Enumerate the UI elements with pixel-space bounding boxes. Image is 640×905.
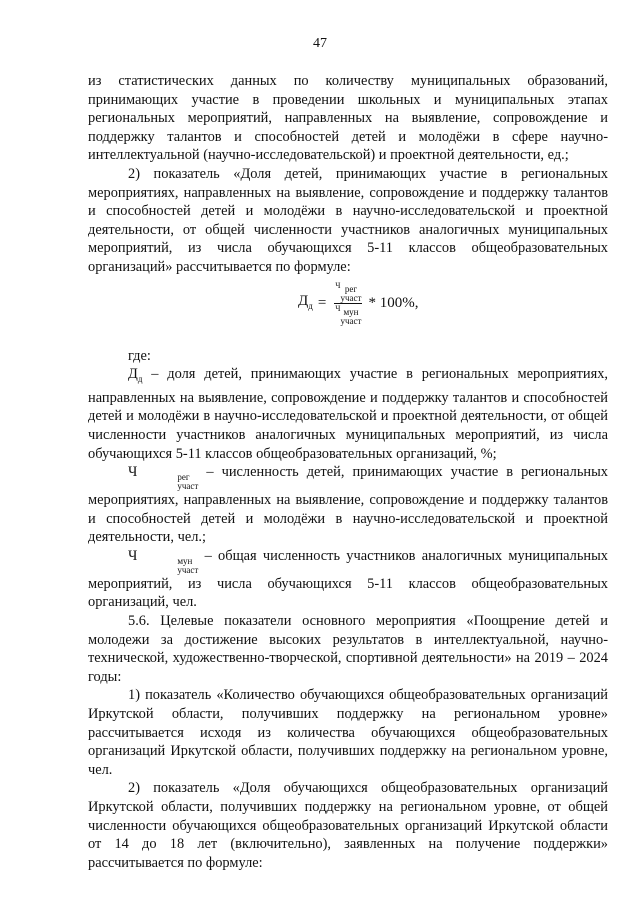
definition-municipal-count: Ч мун участ – общая численность участников аналогичных муниципальных мероприятий, из числа обучающихся 5-11 классов общеобразовательных организаций, чел.	[88, 547, 608, 611]
formula-lhs: $Д_д$	[298, 292, 313, 311]
formula-numerator: Ч рег участ	[335, 281, 362, 304]
page-number: 47	[313, 36, 327, 51]
definition-share: $Д_д$ – доля детей, принимающих участие в региональных мероприятиях, направленных на выявление, сопровождение и поддержку талантов и способностей детей и молодёжи в научно-исследовательской и проектной деятельности, от общей численности участников аналогичных муниципальных мероприятий, из числа обучающихся 5-11 классов общеобразовательных организаций, %;	[88, 366, 608, 462]
definition-regional-count: Ч рег участ – численность детей, принимающих участие в региональных мероприятиях, направленных на выявление, сопровождение и поддержку талантов и способностей детей и молодёжи в научно-исследовательской и проектной деятельности, чел.;	[88, 464, 608, 546]
document-body	[88, 72, 608, 872]
definition-regional-symbol: Ч рег участ	[128, 464, 199, 492]
formula-denominator: Ч мун участ	[335, 304, 362, 327]
formula-share-children	[88, 283, 608, 325]
paragraph-indicator-2: 2) показатель «Доля детей, принимающих участие в региональных мероприятиях, направленных на выявление, сопровождение и поддержку талантов и способностей детей и молодёжи в научно-исследовательской и проектной деятельности, от общей численности участников аналогичных муниципальных мероприятий, из числа обучающихся 5-11 классов общеобразовательных организаций» рассчитывается по формуле:	[88, 165, 608, 275]
section-5-6-indicator-1: 1) показатель «Количество обучающихся общеобразовательных организаций Иркутской области, получивших поддержку на региональном уровне» рассчитывается исходя из количества обучающихся общеобразовательных организаций Иркутской области, получивших поддержку на региональном уровне, чел.	[88, 687, 608, 778]
where-label: где:	[128, 347, 151, 364]
section-5-6: 5.6. Целевые показатели основного мероприятия «Поощрение детей и молодежи за достижение высоких результатов в интеллектуальной, научно-технической, художественно-творческой, спортивной деятельности» на 2019 – 2024 годы:	[88, 613, 608, 685]
formula-fraction	[334, 281, 362, 326]
section-5-6-indicator-2: 2) показатель «Доля обучающихся общеобразовательных организаций Иркутской области, получивших поддержку на региональном уровне, от общей численности обучающихся общеобразовательных организаций Иркутской области от 14 до 18 лет (включительно), заявленных на получение поддержки» рассчитывается по формуле:	[88, 780, 608, 871]
formula-equals: =	[317, 295, 327, 312]
definition-municipal-symbol: Ч мун участ	[128, 547, 199, 575]
paragraph-continuation: из статистических данных по количеству муниципальных образований, принимающих участие в проведении школьных и муниципальных этапах региональных мероприятий, направленных на выявление, сопровождение и поддержку талантов и способностей детей и молодёжи в сфере научно-интеллектуальной (научно-исследовательской) и проектной деятельности, ед.;	[88, 73, 608, 164]
formula-tail: * 100%,	[368, 295, 419, 312]
definition-share-symbol: $Д_д$	[128, 366, 143, 385]
